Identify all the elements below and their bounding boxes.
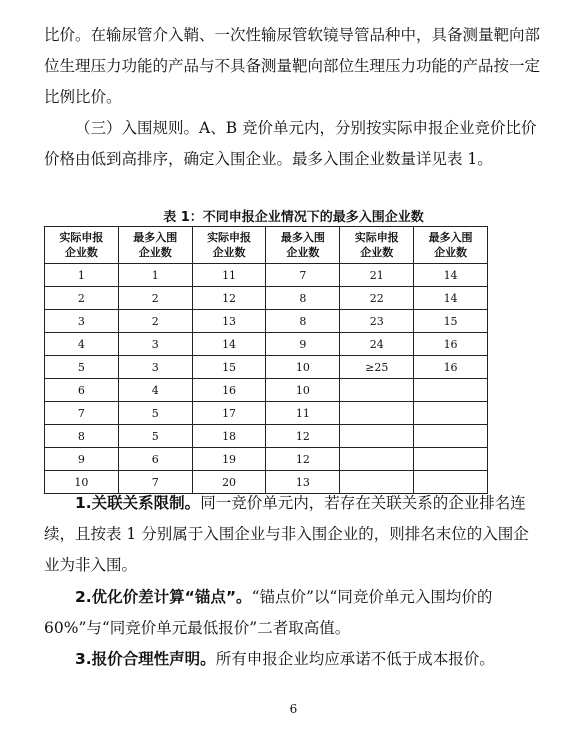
table-cell: 10 xyxy=(45,471,119,494)
table-cell: 2 xyxy=(45,287,119,310)
table-row xyxy=(45,287,488,310)
table-header-line: 实际申报 xyxy=(59,231,104,244)
table-header-cell xyxy=(340,227,414,264)
table-cell: 12 xyxy=(192,287,266,310)
table-cell: 2 xyxy=(118,310,192,333)
table-cell: 1 xyxy=(118,264,192,287)
table-cell: 24 xyxy=(340,333,414,356)
table-header-line: 企业数 xyxy=(212,246,246,259)
table-cell: 8 xyxy=(266,287,340,310)
table-cell: 5 xyxy=(45,356,119,379)
table-cell: 13 xyxy=(192,310,266,333)
table-cell: 11 xyxy=(192,264,266,287)
table-cell: 5 xyxy=(118,425,192,448)
rule-related-parties-body: 同一竞价单元内，若存在关联关系的企业排名连续，且按表 1 分别属于入围企业与非入围企业的，则排名末位的入围企业为非入围。 xyxy=(44,494,529,574)
table-header-cell xyxy=(45,227,119,264)
table-cell: 11 xyxy=(266,402,340,425)
rule-price-declaration-title: 3.报价合理性声明。 xyxy=(75,650,216,668)
table-cell: 12 xyxy=(266,425,340,448)
table-cell: 9 xyxy=(45,448,119,471)
table-cell xyxy=(340,379,414,402)
table-cell: 14 xyxy=(192,333,266,356)
table-header-line: 企业数 xyxy=(434,246,468,259)
paragraph-ureteral-products: 比价。在输尿管介入鞘、一次性输尿管软镜导管品种中，具备测量靶向部位生理压力功能的产品与不具备测量靶向部位生理压力功能的产品按一定比例比价。 xyxy=(44,26,541,106)
table-row xyxy=(45,310,488,333)
table-cell: 10 xyxy=(266,379,340,402)
table-header-line: 企业数 xyxy=(360,246,394,259)
table-cell: 18 xyxy=(192,425,266,448)
rule-price-declaration-body: 所有申报企业均应承诺不低于成本报价。 xyxy=(215,650,495,668)
table-cell: 4 xyxy=(45,333,119,356)
table-cell: 15 xyxy=(414,310,488,333)
table-header-cell xyxy=(266,227,340,264)
paragraph-admission-rules: （三）入围规则。A、B 竞价单元内，分别按实际申报企业竞价比价价格由低到高排序，确定入围企业。最多入围企业数量详见表 1。 xyxy=(44,119,537,168)
table-cell: 8 xyxy=(45,425,119,448)
table-cell: 13 xyxy=(266,471,340,494)
table-cell: 21 xyxy=(340,264,414,287)
table-cell: 4 xyxy=(118,379,192,402)
table-cell xyxy=(340,402,414,425)
table-cell xyxy=(414,379,488,402)
table-cell: 5 xyxy=(118,402,192,425)
table-cell: 17 xyxy=(192,402,266,425)
table-header-cell xyxy=(192,227,266,264)
table-header-line: 最多入围 xyxy=(428,231,473,244)
table-cell: 10 xyxy=(266,356,340,379)
table-cell: 12 xyxy=(266,448,340,471)
table-row xyxy=(45,356,488,379)
table-cell xyxy=(414,448,488,471)
page-number: 6 xyxy=(289,702,298,716)
table-row xyxy=(45,402,488,425)
rule-anchor-price-body: “锚点价”以“同竞价单元入围均价的 60%”与“同竞价单元最低报价”二者取高值。 xyxy=(44,588,493,637)
table-header-line: 企业数 xyxy=(138,246,172,259)
table-cell: 2 xyxy=(118,287,192,310)
table-cell: 14 xyxy=(414,264,488,287)
table-cell xyxy=(340,425,414,448)
table-cell: 7 xyxy=(118,471,192,494)
table-header-line: 企业数 xyxy=(64,246,98,259)
rule-related-parties xyxy=(44,488,544,581)
table-body xyxy=(45,264,488,494)
table-cell: 7 xyxy=(45,402,119,425)
table-header-cell xyxy=(118,227,192,264)
table-cell: 1 xyxy=(45,264,119,287)
table-row xyxy=(45,425,488,448)
table-cell: 23 xyxy=(340,310,414,333)
table-cell: 9 xyxy=(266,333,340,356)
table-row xyxy=(45,379,488,402)
table-header-line: 实际申报 xyxy=(354,231,399,244)
table-row xyxy=(45,448,488,471)
rule-anchor-price xyxy=(44,582,544,644)
table-cell: 3 xyxy=(45,310,119,333)
table-cell: 15 xyxy=(192,356,266,379)
table-cell: 16 xyxy=(414,333,488,356)
table-row xyxy=(45,333,488,356)
table-header-line: 实际申报 xyxy=(207,231,252,244)
table-header-cell xyxy=(414,227,488,264)
table-header-line: 最多入围 xyxy=(133,231,178,244)
table-cell: 7 xyxy=(266,264,340,287)
admission-count-table xyxy=(44,226,488,494)
rule-anchor-price-title: 2.优化价差计算“锚点”。 xyxy=(75,588,252,606)
table-header-line: 企业数 xyxy=(286,246,320,259)
table-cell: 6 xyxy=(45,379,119,402)
table-cell: 6 xyxy=(118,448,192,471)
table-header-line: 最多入围 xyxy=(280,231,325,244)
table-cell: 16 xyxy=(414,356,488,379)
table-cell: 22 xyxy=(340,287,414,310)
table-cell: 16 xyxy=(192,379,266,402)
table-row xyxy=(45,264,488,287)
rule-related-parties-title: 1.关联关系限制。 xyxy=(75,494,201,512)
table-cell: ≥25 xyxy=(340,356,414,379)
table-cell: 3 xyxy=(118,333,192,356)
table-cell: 3 xyxy=(118,356,192,379)
table-cell: 14 xyxy=(414,287,488,310)
rule-price-declaration xyxy=(44,644,544,675)
table-header-row xyxy=(45,227,488,264)
table-cell xyxy=(414,425,488,448)
table-cell xyxy=(340,448,414,471)
table-cell xyxy=(414,402,488,425)
table-cell: 19 xyxy=(192,448,266,471)
table-cell: 20 xyxy=(192,471,266,494)
table-caption: 表 1：不同申报企业情况下的最多入围企业数 xyxy=(163,210,424,225)
table-cell: 8 xyxy=(266,310,340,333)
